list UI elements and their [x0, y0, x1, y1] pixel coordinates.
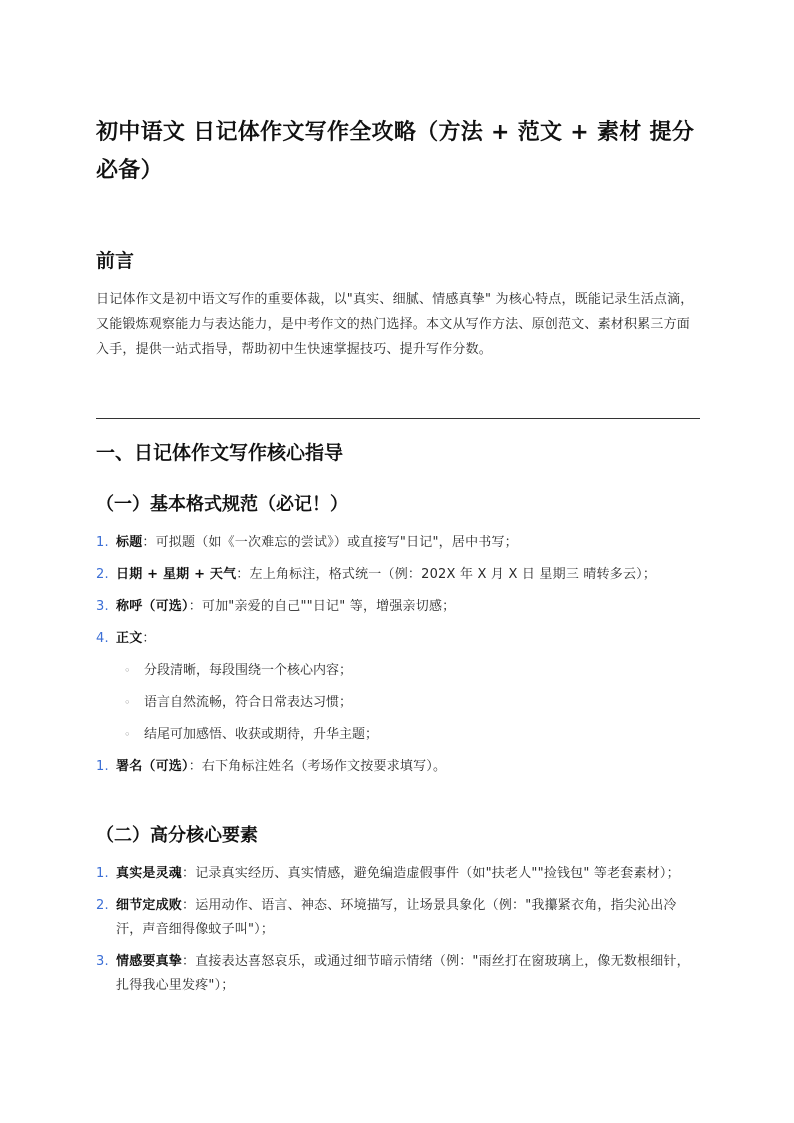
- list-item: [96, 563, 700, 587]
- sub-list-item: [96, 723, 700, 747]
- list-item: [96, 755, 700, 779]
- format-rules-list: [96, 531, 700, 779]
- list-number: 4.: [96, 631, 109, 646]
- list-item-text: ：: [142, 631, 156, 646]
- list-item: [96, 595, 700, 619]
- horizontal-divider: [96, 418, 700, 419]
- list-item-label: 真实是灵魂: [116, 866, 183, 881]
- list-item-label: 细节定成败: [116, 898, 183, 913]
- sub-list-item: [96, 659, 700, 683]
- sub-list-item-text: 结尾可加感悟、收获或期待，升华主题；: [144, 727, 379, 742]
- preface-paragraph: 日记体作文是初中语文写作的重要体裁，以"真实、细腻、情感真挚" 为核心特点，既能记录生活点滴，又能锻炼观察能力与表达能力，是中考作文的热门选择。本文从写作方法、原创范文、素材积累三方面入手，提供一站式指导，帮助初中生快速掌握技巧、提升写作分数。: [96, 292, 694, 357]
- list-number: 1.: [96, 866, 109, 881]
- list-item-label: 正文: [116, 631, 143, 646]
- list-item-text: ：记录真实经历、真实情感，避免编造虚假事件（如"扶老人""捡钱包" 等老套素材）；: [182, 866, 680, 881]
- list-item: [96, 531, 700, 555]
- document-title: 初中语文 日记体作文写作全攻略（方法 + 范文 + 素材 提分必备）: [96, 120, 695, 183]
- sub-list-item: [96, 691, 700, 715]
- list-number: 1.: [96, 759, 109, 774]
- list-number: 2.: [96, 898, 109, 913]
- list-item: [96, 950, 700, 998]
- sub-list-item-text: 语言自然流畅，符合日常表达习惯；: [144, 695, 353, 710]
- list-item-label: 标题: [116, 535, 143, 550]
- list-item-label: 日期 + 星期 + 天气: [116, 567, 237, 582]
- list-number: 2.: [96, 567, 109, 582]
- list-item-text: ：直接表达喜怒哀乐，或通过细节暗示情绪（例："雨丝打在窗玻璃上，像无数根细针，扎得我心里发疼"）；: [116, 954, 690, 993]
- subsection-format-heading: （一）基本格式规范（必记！）: [96, 494, 348, 515]
- list-item: [96, 862, 700, 886]
- list-item-label: 情感要真挚: [116, 954, 183, 969]
- list-item-text: ：可加"亲爱的自己""日记" 等，增强亲切感；: [188, 599, 456, 614]
- list-number: 3.: [96, 954, 109, 969]
- list-item-label: 署名（可选）: [116, 759, 189, 774]
- preface-heading: 前言: [96, 250, 135, 272]
- bullet-icon: ◦: [124, 728, 131, 741]
- bullet-icon: ◦: [124, 696, 131, 709]
- document-page: [96, 0, 700, 1123]
- list-number: 1.: [96, 535, 109, 550]
- list-number: 3.: [96, 599, 109, 614]
- list-item-text: ：可拟题（如《一次难忘的尝试》）或直接写"日记"，居中书写；: [142, 535, 518, 550]
- scoring-elements-list: [96, 862, 700, 998]
- sub-list-item-text: 分段清晰，每段围绕一个核心内容；: [144, 663, 353, 678]
- list-item-text: ：左上角标注，格式统一（例：202X 年 X 月 X 日 星期三 晴转多云）；: [236, 567, 657, 582]
- bullet-icon: ◦: [124, 664, 131, 677]
- subsection-scoring-heading: （二）高分核心要素: [96, 825, 258, 846]
- list-item: [96, 627, 700, 651]
- list-item: [96, 894, 700, 942]
- list-item-label: 称呼（可选）: [116, 599, 189, 614]
- list-item-text: ：右下角标注姓名（考场作文按要求填写）。: [188, 759, 447, 774]
- section-1-heading: 一、日记体作文写作核心指导: [96, 442, 344, 464]
- list-item-text: ：运用动作、语言、神态、环境描写，让场景具象化（例："我攥紧衣角，指尖沁出冷汗，声音细得像蚊子叫"）；: [116, 898, 677, 937]
